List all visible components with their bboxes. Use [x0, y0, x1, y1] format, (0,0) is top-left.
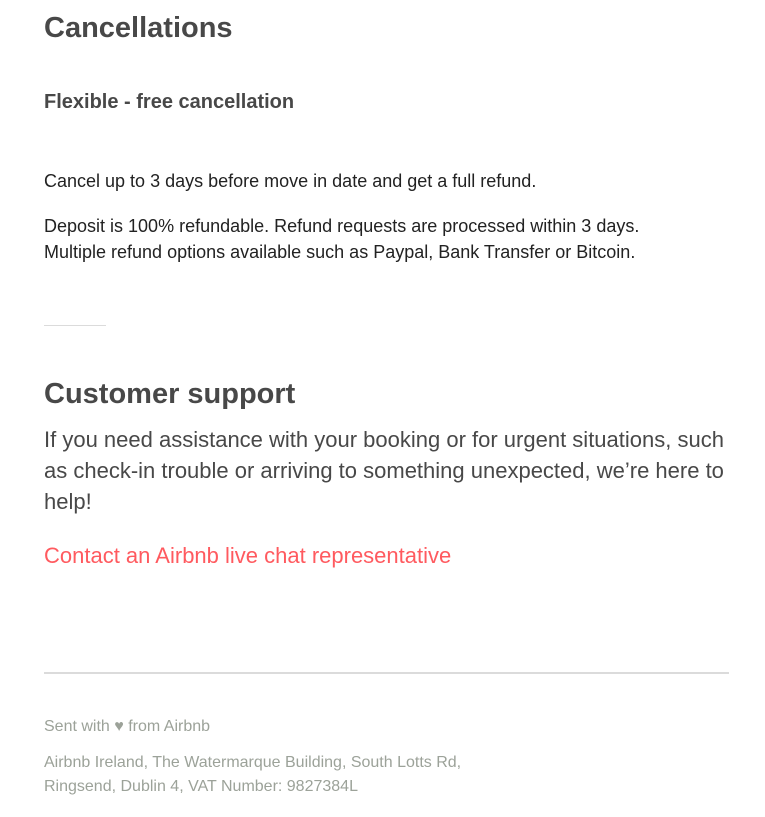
- footer-address-line-1: Airbnb Ireland, The Watermarque Building, South Lotts Rd,: [44, 754, 462, 771]
- footer-address: [44, 751, 564, 799]
- cancellation-paragraph-2: [44, 213, 734, 265]
- cancellation-paragraph-2-line-2: Multiple refund options available such as Paypal, Bank Transfer or Bitcoin.: [44, 242, 636, 262]
- customer-support-description: If you need assistance with your booking or for urgent situations, such as check-in trouble or arriving to something unexpected, we’re here to help!: [44, 427, 724, 514]
- footer-sent-with: [44, 717, 210, 737]
- footer-sent-prefix: Sent with: [44, 718, 110, 735]
- section-divider: [44, 325, 106, 326]
- footer-divider: [44, 672, 729, 674]
- heart-icon: ♥: [114, 718, 124, 735]
- cancellation-paragraph-2-line-1: Deposit is 100% refundable. Refund requests are processed within 3 days.: [44, 216, 640, 236]
- footer-address-line-2: Ringsend, Dublin 4, VAT Number: 9827384L: [44, 778, 358, 795]
- contact-live-chat-link[interactable]: Contact an Airbnb live chat representative: [44, 543, 452, 568]
- cancellation-paragraph-1: Cancel up to 3 days before move in date and get a full refund.: [44, 171, 537, 191]
- customer-support-title: Customer support: [44, 378, 296, 410]
- cancellation-policy-name: Flexible - free cancellation: [44, 91, 295, 113]
- cancellations-title: Cancellations: [44, 12, 233, 44]
- footer-sent-suffix: from Airbnb: [128, 718, 211, 735]
